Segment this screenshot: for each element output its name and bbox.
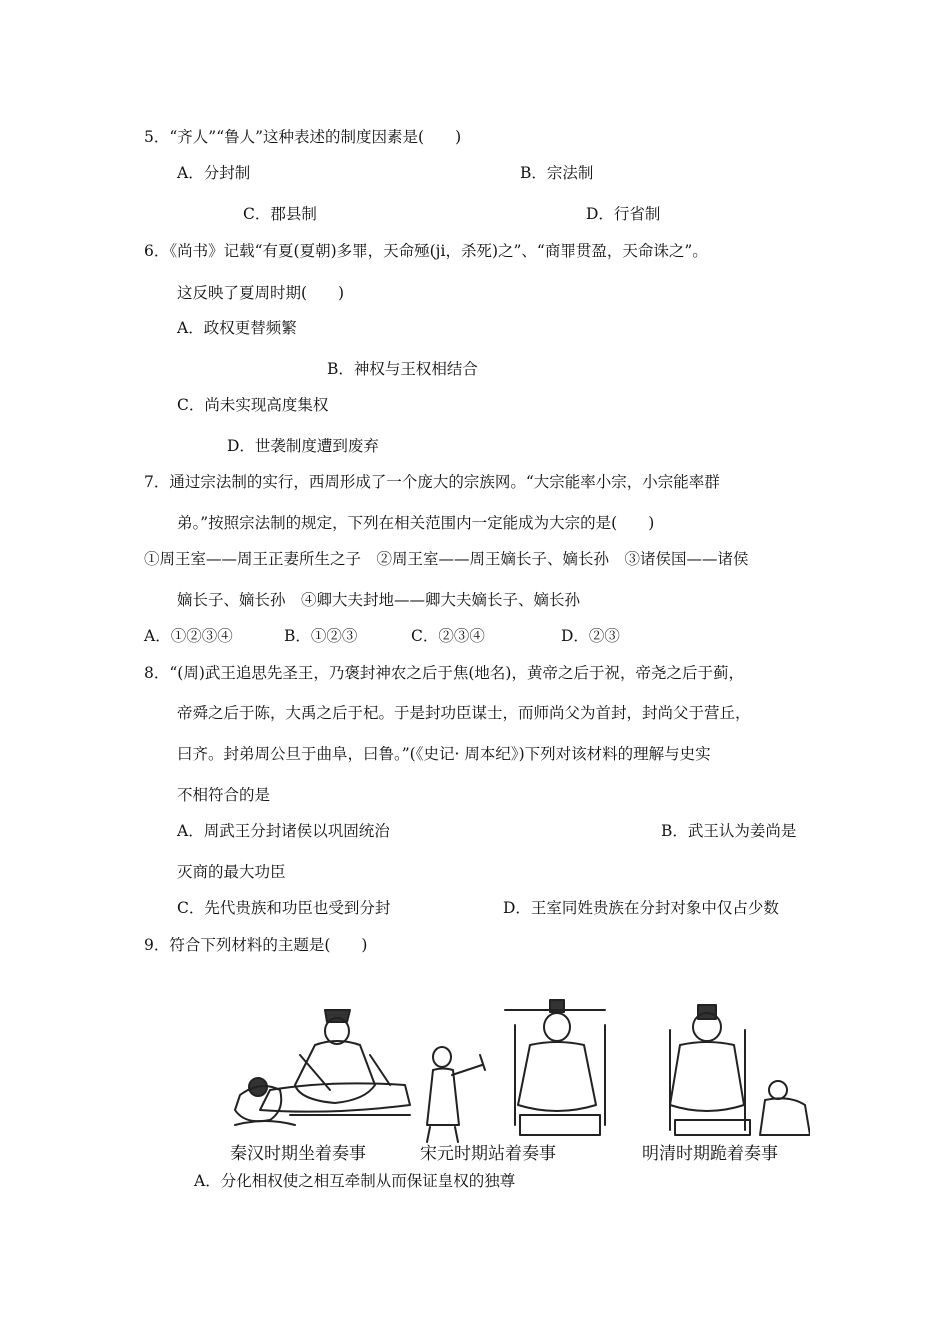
q7-option-a: A．①②③④ bbox=[144, 627, 233, 645]
q6-option-b: B．神权与王权相结合 bbox=[327, 360, 478, 378]
q8-option-b: B．武王认为姜尚是 bbox=[661, 822, 797, 840]
q7-items-line2: 嫡长子、嫡长孙 ④卿大夫封地——卿大夫嫡长子、嫡长孙 bbox=[177, 591, 581, 609]
q5-option-c: C．郡县制 bbox=[243, 205, 317, 223]
q8-option-d: D．王室同姓贵族在分封对象中仅占少数 bbox=[503, 899, 779, 917]
q7-option-d: D．②③ bbox=[561, 627, 620, 645]
q5-option-a: A．分封制 bbox=[177, 164, 251, 182]
q7-stem-line1: 7．通过宗法制的实行，西周形成了一个庞大的宗族网。“大宗能率小宗，小宗能率群 bbox=[144, 473, 720, 491]
standing-minister-figure bbox=[427, 1047, 485, 1142]
q5-stem: 5．“齐人”“鲁人”这种表述的制度因素是( ) bbox=[144, 128, 462, 146]
q9-option-a: A．分化相权使之相互牵制从而保证皇权的独尊 bbox=[194, 1172, 516, 1190]
q5-option-d: D．行省制 bbox=[586, 205, 661, 223]
q7-option-b: B．①②③ bbox=[284, 627, 358, 645]
q6-stem-line2: 这反映了夏周时期( ) bbox=[177, 284, 345, 302]
q6-stem-line1: 6．《尚书》记载“有夏(夏朝)多罪，天命殛(ji，杀死)之”、“商罪贯盈，天命诛之”。 bbox=[144, 242, 708, 260]
q8-option-a: A．周武王分封诸侯以巩固统治 bbox=[177, 822, 390, 840]
q8-stem-line4: 不相符合的是 bbox=[177, 786, 271, 804]
seated-emperor-figure-middle bbox=[505, 1000, 605, 1135]
q7-option-c: C．②③④ bbox=[411, 627, 485, 645]
court-audience-illustration bbox=[230, 995, 810, 1165]
q8-stem-line1: 8．“(周)武王追思先圣王，乃褒封神农之后于焦(地名)，黄帝之后于祝，帝尧之后于蓟， bbox=[144, 664, 744, 682]
caption-ming-qing: 明清时期跪着奏事 bbox=[642, 1144, 778, 1164]
q8-stem-line3: 曰齐。封弟周公旦于曲阜，曰鲁。”(《史记· 周本纪》)下列对该材料的理解与史实 bbox=[177, 745, 711, 763]
q7-items-line1: ①周王室——周王正妻所生之子 ②周王室——周王嫡长子、嫡长孙 ③诸侯国——诸侯 bbox=[144, 550, 749, 568]
q9-stem: 9．符合下列材料的主题是( ) bbox=[144, 936, 368, 954]
q7-stem-line2: 弟。”按照宗法制的规定，下列在相关范围内一定能成为大宗的是( ) bbox=[177, 514, 655, 532]
q8-option-c: C．先代贵族和功臣也受到分封 bbox=[177, 899, 391, 917]
q8-stem-line2: 帝舜之后于陈，大禹之后于杞。于是封功臣谋士，而师尚父为首封，封尚父于营丘， bbox=[177, 704, 751, 722]
q6-option-d: D．世袭制度遭到废弃 bbox=[227, 437, 379, 455]
q5-option-b: B．宗法制 bbox=[520, 164, 594, 182]
kneeling-minister-figure bbox=[760, 1081, 810, 1135]
q6-option-a: A．政权更替频繁 bbox=[177, 319, 297, 337]
seated-minister-figure bbox=[235, 1010, 410, 1125]
q8-option-b-cont: 灭商的最大功臣 bbox=[177, 863, 286, 881]
caption-song-yuan: 宋元时期站着奏事 bbox=[420, 1144, 556, 1164]
caption-qin-han: 秦汉时期坐着奏事 bbox=[230, 1144, 366, 1164]
q6-option-c: C．尚未实现高度集权 bbox=[177, 396, 329, 414]
seated-emperor-figure-right bbox=[670, 1005, 750, 1135]
